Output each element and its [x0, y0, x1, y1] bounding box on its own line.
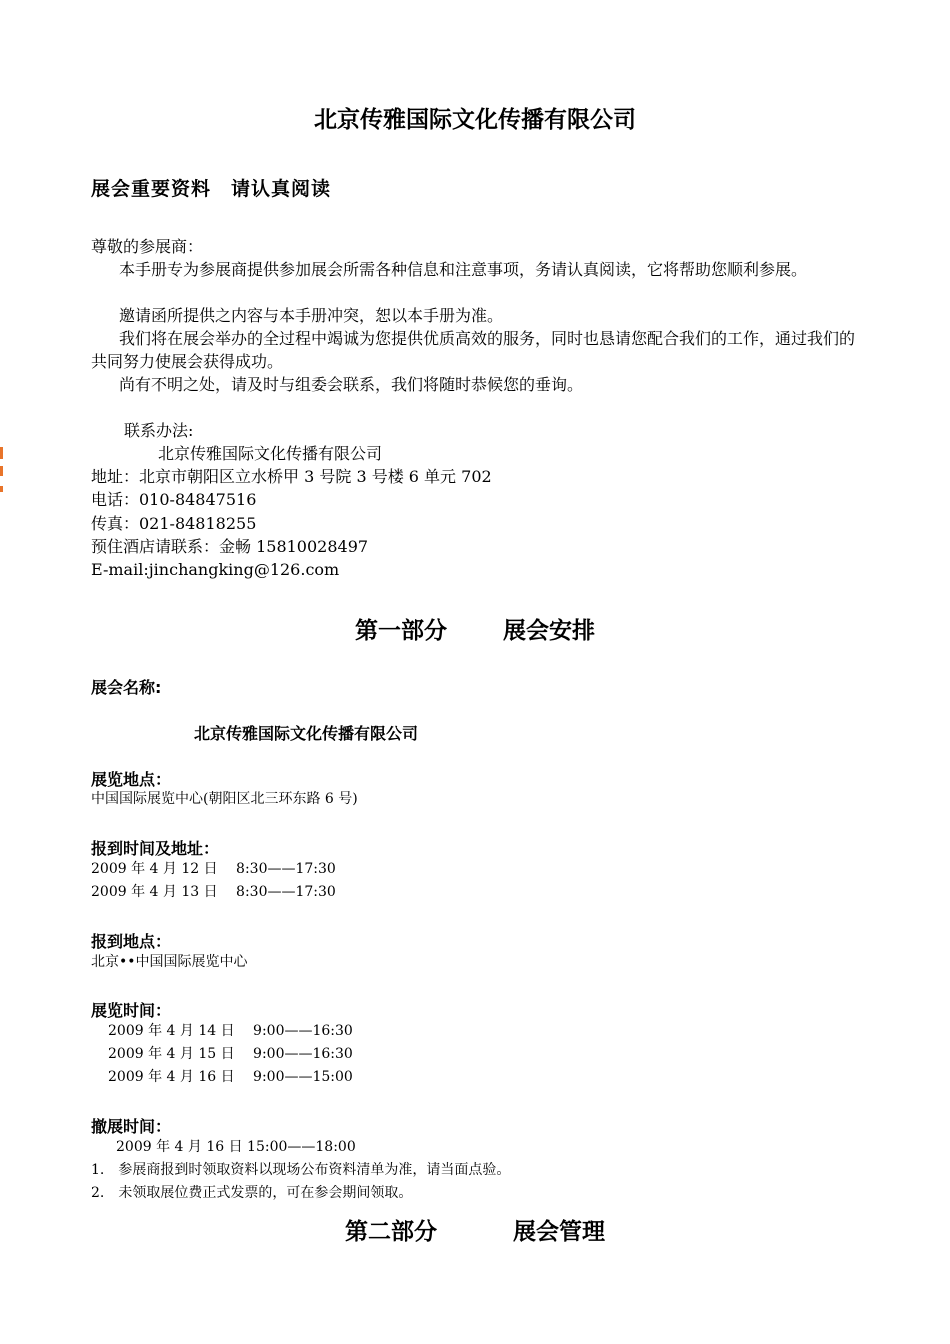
document-subtitle: 展会重要资料 请认真阅读: [91, 178, 332, 200]
checkin-label: 报到时间及地址：: [91, 839, 220, 858]
exhibit-time: 2009 年 4 月 15 日 9:00——16:30: [108, 1046, 353, 1062]
part2-heading: [0, 1213, 950, 1246]
contact-email: E-mail:jinchangking@126.com: [91, 560, 340, 579]
contact-fax: 传真：021-84818255: [91, 514, 257, 533]
part2-name: 展会管理: [513, 1219, 605, 1245]
intro-paragraph: 尚有不明之处，请及时与组委会联系，我们将随时恭候您的垂询。: [119, 375, 584, 394]
contact-phone: 电话：010-84847516: [91, 490, 257, 509]
venue-value: 中国国际展览中心(朝阳区北三环东路 6 号): [91, 791, 358, 807]
greeting: 尊敬的参展商：: [91, 237, 204, 256]
contact-heading: 联系办法:: [124, 421, 194, 440]
document-title: 北京传雅国际文化传播有限公司: [314, 107, 636, 133]
checkin-place-value: 北京••中国国际展览中心: [91, 954, 248, 970]
intro-paragraph: 我们将在展会举办的全过程中竭诚为您提供优质高效的服务，同时也恳请您配合我们的工作，通过我们的共同努力使展会获得成功。: [91, 329, 856, 371]
note-item: 2. 未领取展位费正式发票的，可在参会期间领取。: [91, 1185, 413, 1201]
exhibit-time: 2009 年 4 月 16 日 9:00——15:00: [108, 1069, 353, 1085]
exhibition-name-value: 北京传雅国际文化传播有限公司: [194, 724, 419, 743]
part1-number: 第一部分: [355, 618, 447, 644]
margin-marker: [0, 447, 3, 459]
part1-name: 展会安排: [503, 618, 595, 644]
margin-marker: [0, 486, 3, 492]
exhibit-time: 2009 年 4 月 14 日 9:00——16:30: [108, 1023, 353, 1039]
teardown-label: 撤展时间：: [91, 1117, 172, 1136]
checkin-place-label: 报到地点：: [91, 932, 172, 951]
checkin-time: 2009 年 4 月 12 日 8:30——17:30: [91, 861, 336, 877]
part2-number: 第二部分: [345, 1219, 437, 1245]
venue-label: 展览地点：: [91, 770, 172, 789]
checkin-time: 2009 年 4 月 13 日 8:30——17:30: [91, 884, 336, 900]
contact-hotel: 预住酒店请联系：金畅 15810028497: [91, 537, 369, 556]
intro-paragraph: 本手册专为参展商提供参加展会所需各种信息和注意事项，务请认真阅读，它将帮助您顺利参展。: [119, 260, 808, 279]
contact-address: 地址：北京市朝阳区立水桥甲 3 号院 3 号楼 6 单元 702: [91, 467, 492, 486]
exhibition-name-label: 展会名称:: [91, 678, 162, 697]
margin-marker: [0, 466, 3, 476]
part1-heading: [0, 612, 950, 645]
contact-company: 北京传雅国际文化传播有限公司: [158, 444, 383, 463]
note-item: 1. 参展商报到时领取资料以现场公布资料清单为准，请当面点验。: [91, 1162, 511, 1178]
teardown-time: 2009 年 4 月 16 日 15:00——18:00: [116, 1139, 356, 1155]
intro-paragraph: 邀请函所提供之内容与本手册冲突，恕以本手册为准。: [119, 306, 504, 325]
exhibit-time-label: 展览时间：: [91, 1001, 172, 1020]
